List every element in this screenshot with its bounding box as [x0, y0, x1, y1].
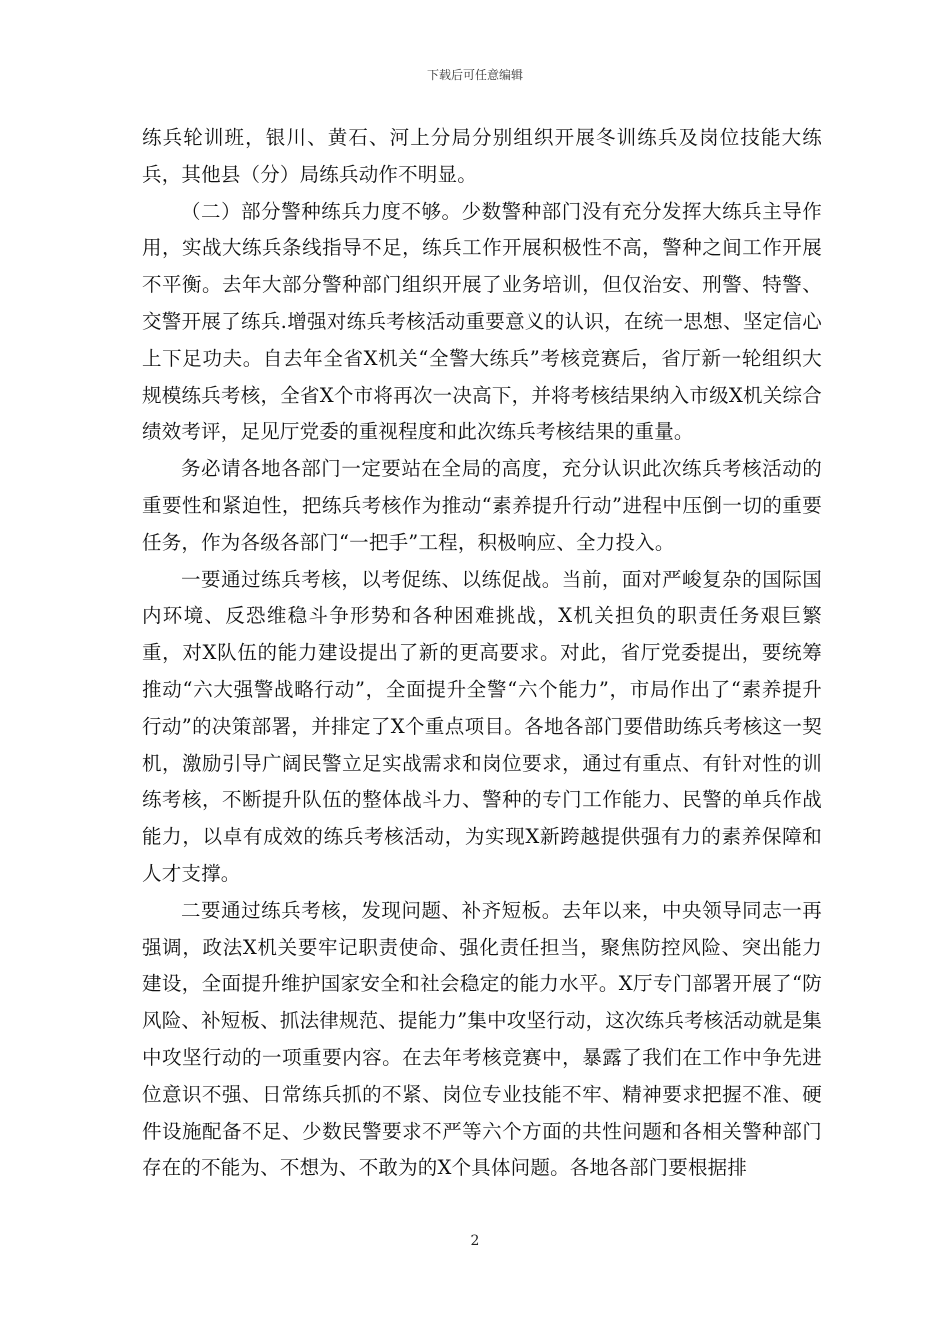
paragraph-5: 二要通过练兵考核，发现问题、补齐短板。去年以来，中央领导同志一再强调，政法X机关要牢记职责使命、强化责任担当，聚焦防控风险、突出能力建设，全面提升维护国家安全和社会稳定的能力水平。X厅专门部署开展了“防风险、补短板、抓法律规范、提能力”集中攻坚行动，这次练兵考核活动就是集中攻坚行动的一项重要内容。在去年考核竞赛中，暴露了我们在工作中争先进位意识不强、日常练兵抓的不紧、岗位专业技能不牢、精神要求把握不准、硬件设施配备不足、少数民警要求不严等六个方面的共性问题和各相关警种部门存在的不能为、不想为、不敢为的X个具体问题。各地各部门要根据排: [142, 898, 822, 1180]
page-header: 下载后可任意编辑: [426, 68, 523, 82]
page-number: 2: [470, 1233, 480, 1249]
document-body: [142, 120, 822, 1187]
paragraph-2: （二）部分警种练兵力度不够。少数警种部门没有充分发挥大练兵主导作用，实战大练兵条线指导不足，练兵工作开展积极性不高，警种之间工作开展不平衡。去年大部分警种部门组织开展了业务培训，但仅治安、刑警、特警、交警开展了练兵.增强对练兵考核活动重要意义的认识，在统一思想、坚定信心上下足功夫。自去年全省X机关“全警大练兵”考核竞赛后，省厅新一轮组织大规模练兵考核，全省X个市将再次一决高下，并将考核结果纳入市级X机关综合绩效考评，足见厅党委的重视程度和此次练兵考核结果的重量。: [142, 199, 822, 444]
paragraph-1: 练兵轮训班，银川、黄石、河上分局分别组织开展冬训练兵及岗位技能大练兵，其他县（分）局练兵动作不明显。: [142, 126, 822, 186]
paragraph-3: 务必请各地各部门一定要站在全局的高度，充分认识此次练兵考核活动的重要性和紧迫性，把练兵考核作为推动“素养提升行动”进程中压倒一切的重要任务，作为各级各部门“一把手”工程，积极响应、全力投入。: [142, 457, 822, 554]
paragraph-4: 一要通过练兵考核，以考促练、以练促战。当前，面对严峻复杂的国际国内环境、反恐维稳斗争形势和各种困难挑战，X机关担负的职责任务艰巨繁重，对X队伍的能力建设提出了新的更高要求。对此，省厅党委提出，要统筹推动“六大强警战略行动”，全面提升全警“六个能力”，市局作出了“素养提升行动”的决策部署，并排定了X个重点项目。各地各部门要借助练兵考核这一契机，激励引导广阔民警立足实战需求和岗位要求，通过有重点、有针对性的训练考核，不断提升队伍的整体战斗力、警种的专门工作能力、民警的单兵作战能力，以卓有成效的练兵考核活动，为实现X新跨越提供强有力的素养保障和人才支撑。: [142, 567, 822, 885]
